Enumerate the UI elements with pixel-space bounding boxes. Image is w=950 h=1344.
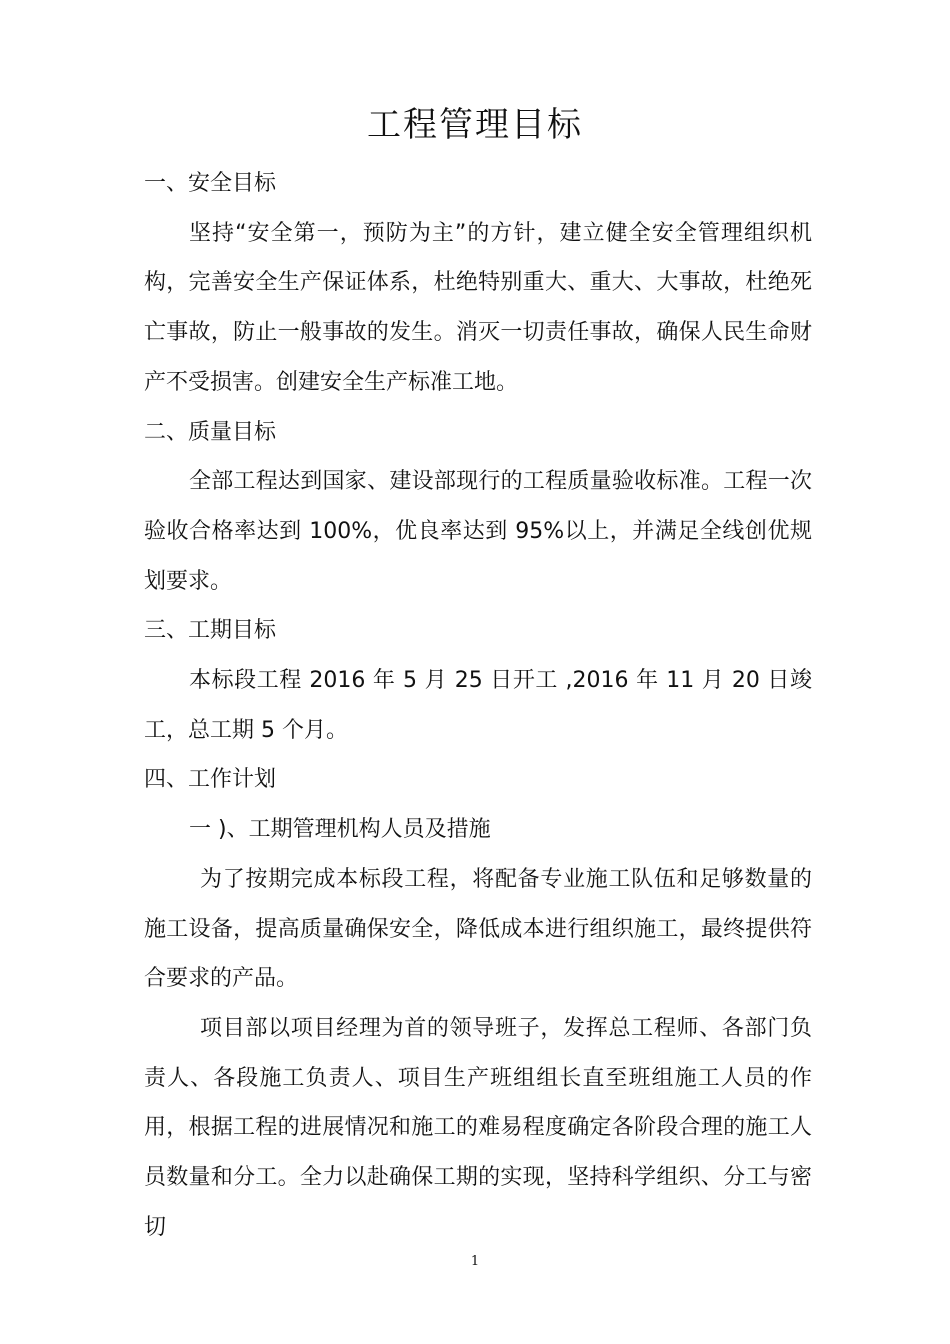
section-heading-safety: 一、安全目标 [144, 171, 277, 196]
document-title: 工程管理目标 [367, 105, 583, 145]
safety-paragraph: 坚持“安全第一，预防为主”的方针，建立健全安全管理组织机构，完善安全生产保证体系，杜绝特别重大、重大、大事故，杜绝死亡事故，防止一般事故的发生。消灭一切责任事故，确保人民生命财产不受损害。创建安全生产标准工地。 [144, 220, 812, 395]
work-plan-subheading: 一 )、工期管理机构人员及措施 [189, 817, 491, 843]
quality-paragraph: 全部工程达到国家、建设部现行的工程质量验收标准。工程一次验收合格率达到 100%，优良率达到 95%以上，并满足全线创优规划要求。 [144, 469, 812, 594]
section-heading-schedule: 三、工期目标 [144, 618, 277, 644]
page-number: 1 [470, 1254, 480, 1269]
work-plan-paragraph-1: 为了按期完成本标段工程，将配备专业施工队伍和足够数量的施工设备，提高质量确保安全，降低成本进行组织施工，最终提供符合要求的产品。 [144, 866, 812, 992]
section-heading-quality: 二、质量目标 [144, 419, 277, 445]
document-body [144, 159, 812, 1252]
work-plan-paragraph-2: 项目部以项目经理为首的领导班子，发挥总工程师、各部门负责人、各段施工负责人、项目生产班组组长直至班组施工人员的作用，根据工程的进展情况和施工的难易程度确定各阶段合理的施工人员数量和分工。全力以赴确保工期的实现，坚持科学组织、分工与密切 [144, 1015, 812, 1240]
schedule-paragraph: 本标段工程 2016 年 5 月 25 日开工 ,2016 年 11 月 20 日竣工，总工期 5 个月。 [144, 668, 812, 743]
section-heading-work-plan: 四、工作计划 [144, 767, 277, 793]
